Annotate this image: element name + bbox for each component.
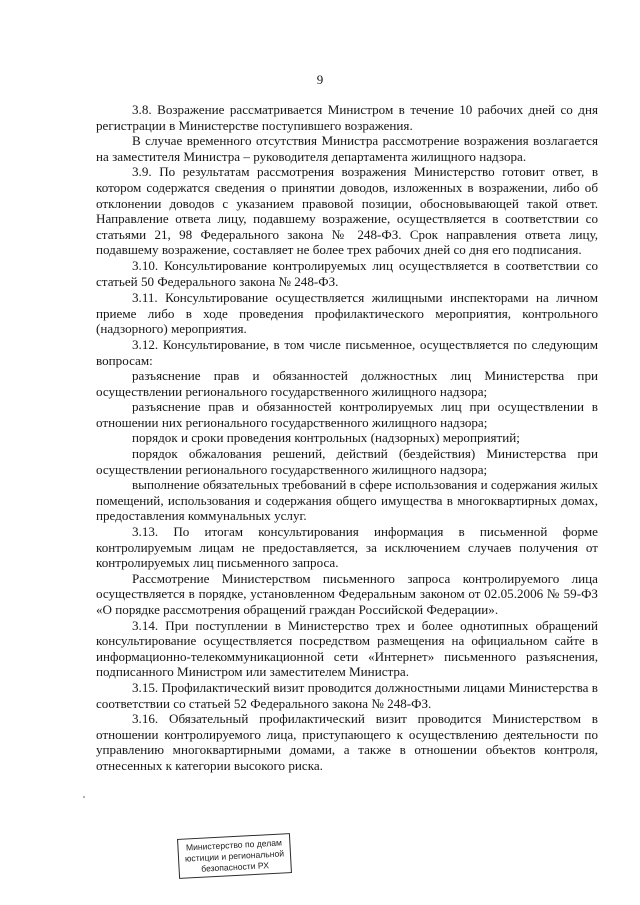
paragraph-3-9: 3.9. По результатам рассмотрения возражения Министерство готовит ответ, в котором содержатся сведения о принятии доводов, изложенных в возражении, либо об отклонении доводов с указанием правовой позиции, обосновывающей такой ответ. Направление ответа лицу, подавшему возражение, осуществляется в соответствии со статьями 21, 98 Федерального закона № 248-ФЗ. Срок направления ответа лицу, подавшему возражение, составляет не более трех рабочих дней со дня его подписания.	[96, 164, 598, 258]
list-item: порядок обжалования решений, действий (бездействия) Министерства при осуществлении регионального государственного жилищного надзора;	[96, 446, 598, 477]
list-item: выполнение обязательных требований в сфере использования и содержания жилых помещений, использования и содержания общего имущества в многоквартирных домах, предоставления коммунальных услуг.	[96, 477, 598, 524]
paragraph-3-10: 3.10. Консультирование контролируемых лиц осуществляется в соответствии со статьей 50 Федерального закона № 248-ФЗ.	[96, 257, 598, 289]
stamp-line: Министерство по делам	[185, 837, 283, 853]
paragraph-3-13: 3.13. По итогам консультирования информация в письменной форме контролируемым лицам не предоставляется, за исключением случаев получения от контролируемых лиц письменного запроса.	[96, 524, 598, 571]
paragraph-3-16: 3.16. Обязательный профилактический визит проводится Министерством в отношении контролируемого лица, приступающего к осуществлению деятельности по управлению многоквартирными домами, а также в отношении объектов контроля, отнесенных к категории высокого риска.	[96, 711, 598, 773]
paragraph-absence-minister: В случае временного отсутствия Министра рассмотрение возражения возлагается на заместителя Министра – руководителя департамента жилищного надзора.	[96, 133, 598, 164]
stamp-line: безопасности РХ	[200, 860, 270, 874]
paragraph-3-12: 3.12. Консультирование, в том числе письменное, осуществляется по следующим вопросам:	[96, 336, 598, 368]
list-item: разъяснение прав и обязанностей должностных лиц Министерства при осуществлении регионального государственного жилищного надзора;	[96, 368, 598, 399]
paragraph-written-request: Рассмотрение Министерством письменного запроса контролируемого лица осуществляется в порядке, установленном Федеральным законом от 02.05.2006 № 59-ФЗ «О порядке рассмотрения обращений граждан Российской Федерации».	[96, 570, 598, 617]
paragraph-3-14: 3.14. При поступлении в Министерство трех и более однотипных обращений консультирование осуществляется посредством размещения на официальном сайте в информационно-телекоммуникационной сети «Интернет» письменного разъяснения, подписанного Министром или заместителем Министра.	[96, 617, 598, 680]
paragraph-3-15: 3.15. Профилактический визит проводится должностными лицами Министерства в соответствии со статьей 52 Федерального закона № 248-ФЗ.	[96, 679, 598, 711]
list-item: разъяснение прав и обязанностей контролируемых лиц при осуществлении в отношении них регионального государственного жилищного надзора;	[96, 399, 598, 430]
stamp-line: юстиции и региональной	[184, 848, 285, 864]
paragraph-3-8: 3.8. Возражение рассматривается Министром в течение 10 рабочих дней со дня регистрации в Министерстве поступившего возражения.	[96, 102, 598, 133]
list-item: порядок и сроки проведения контрольных (надзорных) мероприятий;	[132, 430, 520, 446]
page-number: 9	[316, 72, 324, 87]
scan-speck	[83, 796, 85, 798]
registration-stamp	[177, 833, 292, 879]
document-body	[96, 102, 598, 774]
paragraph-3-11: 3.11. Консультирование осуществляется жилищными инспекторами на личном приеме либо в ходе проведения профилактического мероприятия, контрольного (надзорного) мероприятия.	[96, 290, 598, 337]
